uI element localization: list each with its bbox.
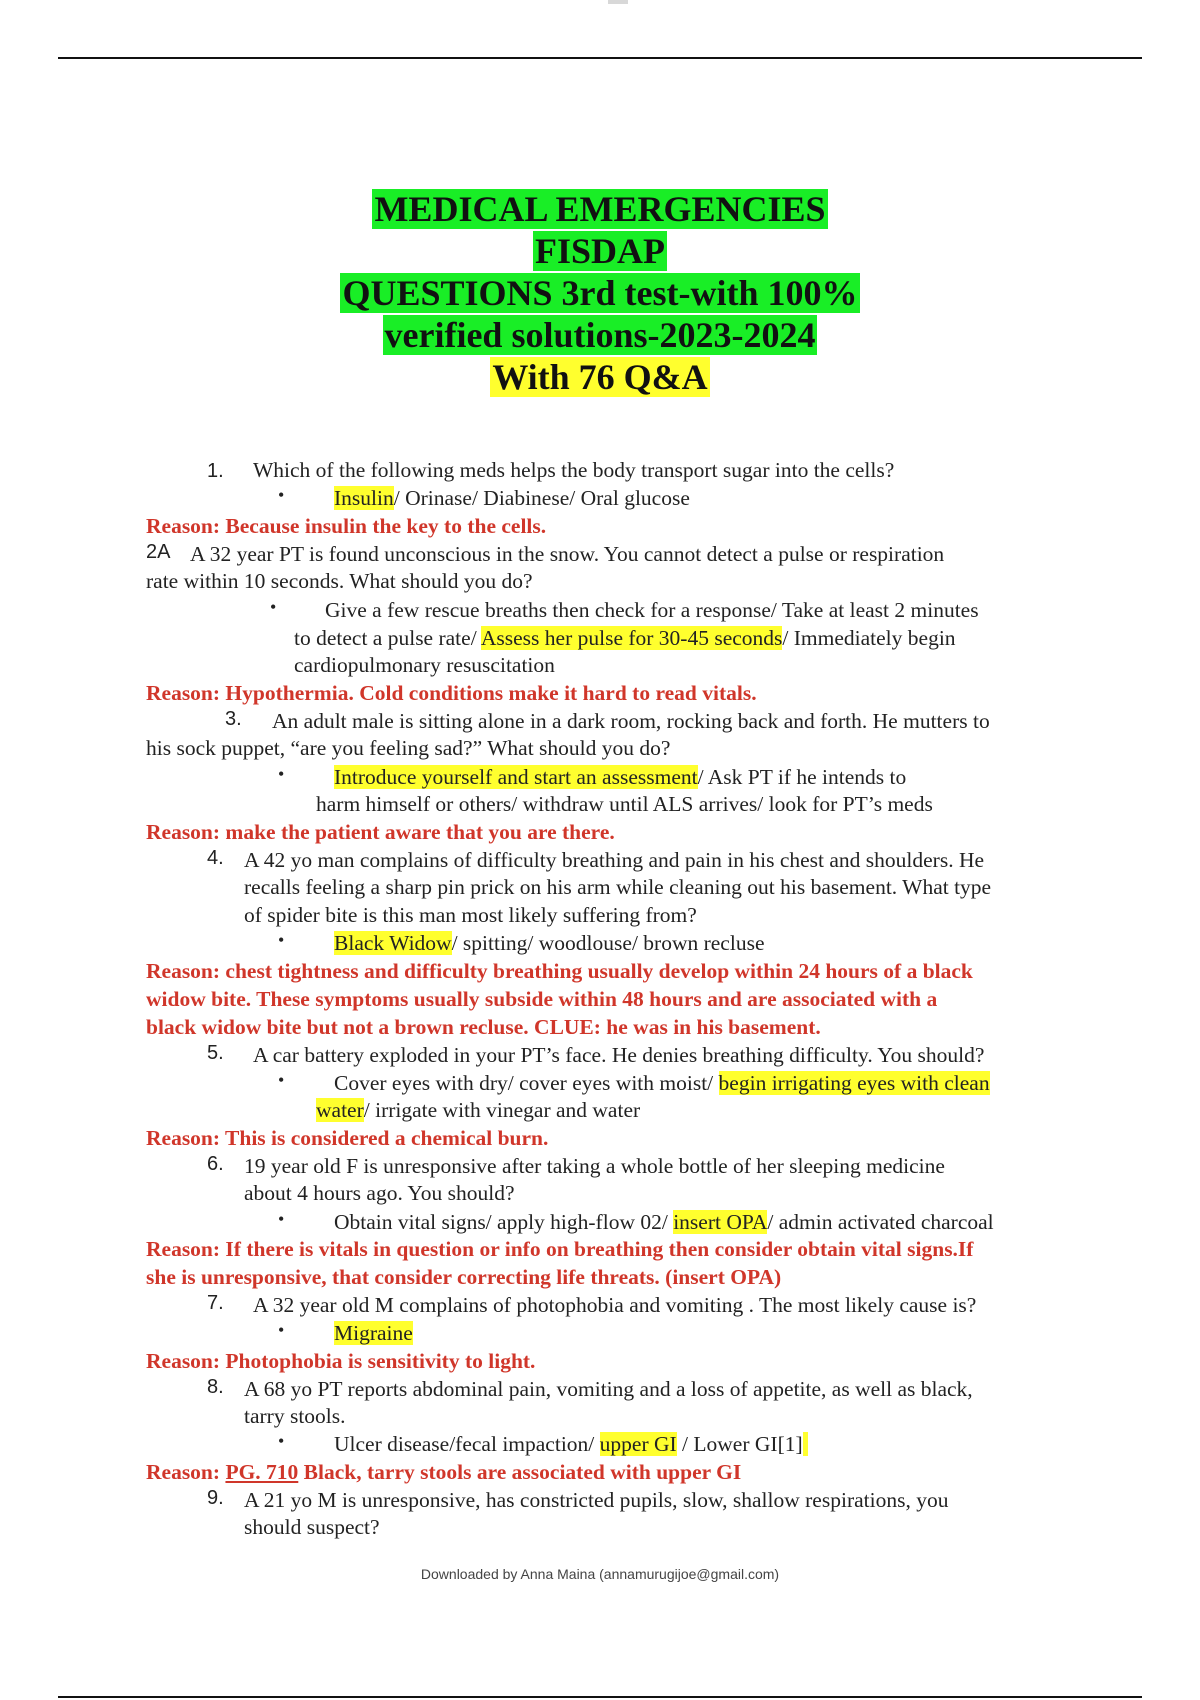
question-7-text: A 32 year old M complains of photophobia and vomiting . The most likely cause is? (253, 1293, 977, 1317)
question-2-reason: Reason: Hypothermia. Cold conditions make it hard to read vitals. (146, 681, 757, 705)
question-1-text: Which of the following meds helps the body transport sugar into the cells? (253, 458, 895, 482)
question-7-number: 7. (207, 1292, 224, 1314)
bullet-icon: • (270, 597, 277, 617)
document-title (0, 188, 1200, 398)
question-8-correct-answer: upper GI (599, 1432, 677, 1456)
title-line-4: verified solutions-2023-2024 (384, 315, 816, 355)
question-3-answers-line-1: Introduce yourself and start an assessment/ Ask PT if he intends to (334, 765, 907, 789)
bullet-icon: • (278, 485, 285, 505)
question-1-reason: Reason: Because insulin the key to the cells. (146, 514, 547, 538)
question-3-correct-answer: Introduce yourself and start an assessment (334, 765, 698, 789)
question-9-text-line-1: A 21 yo M is unresponsive, has constricted pupils, slow, shallow respirations, you (244, 1488, 949, 1512)
title-line-5: With 76 Q&A (492, 357, 708, 397)
question-6-correct-answer: insert OPA (673, 1210, 768, 1234)
question-6-number: 6. (207, 1153, 224, 1175)
question-9-number: 9. (207, 1487, 224, 1509)
title-line-1: MEDICAL EMERGENCIES (374, 189, 826, 229)
question-5-number: 5. (207, 1042, 224, 1064)
bullet-icon: • (278, 1320, 285, 1340)
question-5-answers-line-2: water/ irrigate with vinegar and water (316, 1098, 641, 1122)
question-6-text-line-2: about 4 hours ago. You should? (244, 1181, 515, 1205)
page-reference: PG. 710 (225, 1460, 299, 1484)
title-line-2: FISDAP (534, 231, 665, 271)
question-4-answers: Black Widow/ spitting/ woodlouse/ brown recluse (334, 931, 765, 955)
question-4-reason-line-1: Reason: chest tightness and difficulty breathing usually develop within 24 hours of a black (146, 959, 973, 983)
question-5-correct-answer: begin irrigating eyes with clean (718, 1071, 990, 1095)
question-6-answers: Obtain vital signs/ apply high-flow 02/ insert OPA/ admin activated charcoal (334, 1210, 994, 1234)
question-3-text-line-1: An adult male is sitting alone in a dark room, rocking back and forth. He mutters to (272, 709, 990, 733)
bullet-icon: • (278, 764, 285, 784)
question-5-reason: Reason: This is considered a chemical burn. (146, 1126, 549, 1150)
question-4-number: 4. (207, 847, 224, 869)
question-4-reason-line-3: black widow bite but not a brown recluse. CLUE: he was in his basement. (146, 1015, 821, 1039)
question-9-text-line-2: should suspect? (244, 1515, 380, 1539)
question-7-correct-answer: Migraine (334, 1321, 413, 1345)
question-2-text-line-1: A 32 year PT is found unconscious in the snow. You cannot detect a pulse or respiration (190, 542, 945, 566)
question-6-reason-line-2: she is unresponsive, that consider correcting life threats. (insert OPA) (146, 1265, 782, 1289)
bullet-icon: • (278, 1209, 285, 1229)
question-2-number: 2A (146, 541, 171, 563)
question-4-correct-answer: Black Widow (334, 931, 452, 955)
question-6-text-line-1: 19 year old F is unresponsive after taking a whole bottle of her sleeping medicine (244, 1154, 945, 1178)
bullet-icon: • (278, 1431, 285, 1451)
question-1-correct-answer: Insulin (334, 486, 394, 510)
question-8-reason: Reason: PG. 710 Black, tarry stools are associated with upper GI (146, 1460, 742, 1484)
question-1-answers: Insulin/ Orinase/ Diabinese/ Oral glucose (334, 486, 690, 510)
question-2-answers-line-2: to detect a pulse rate/ Assess her pulse for 30-45 seconds/ Immediately begin (294, 626, 956, 650)
question-2-correct-answer: Assess her pulse for 30-45 seconds (480, 626, 783, 650)
question-5-answers-line-1: Cover eyes with dry/ cover eyes with moist/ begin irrigating eyes with clean (334, 1071, 990, 1095)
question-3-reason: Reason: make the patient aware that you are there. (146, 820, 615, 844)
question-6-reason-line-1: Reason: If there is vitals in question or info on breathing then consider obtain vital signs.If (146, 1237, 974, 1261)
question-4-reason-line-2: widow bite. These symptoms usually subside within 48 hours and are associated with a (146, 987, 938, 1011)
question-5-text: A car battery exploded in your PT’s face. He denies breathing difficulty. You should? (253, 1043, 985, 1067)
question-4-text-line-1: A 42 yo man complains of difficulty breathing and pain in his chest and shoulders. He (244, 848, 985, 872)
question-3-answers-line-2: harm himself or others/ withdraw until ALS arrives/ look for PT’s meds (316, 792, 933, 816)
question-2-answers-line-1: Give a few rescue breaths then check for a response/ Take at least 2 minutes (325, 598, 979, 622)
bullet-icon: • (278, 930, 285, 950)
bullet-icon: • (278, 1070, 285, 1090)
question-8-text-line-2: tarry stools. (244, 1404, 346, 1428)
bottom-rule (58, 1696, 1142, 1698)
question-8-number: 8. (207, 1376, 224, 1398)
question-1-number: 1. (207, 460, 224, 482)
question-7-reason: Reason: Photophobia is sensitivity to light. (146, 1349, 536, 1373)
question-8-answers: Ulcer disease/fecal impaction/ upper GI / Lower GI[1] (334, 1431, 808, 1457)
question-2-answers-line-3: cardiopulmonary resuscitation (294, 653, 555, 677)
question-4-text-line-3: of spider bite is this man most likely suffering from? (244, 903, 697, 927)
question-4-text-line-2: recalls feeling a sharp pin prick on his arm while cleaning out his basement. What type (244, 875, 992, 899)
question-8-text-line-1: A 68 yo PT reports abdominal pain, vomiting and a loss of appetite, as well as black, (244, 1377, 973, 1401)
top-rule (58, 57, 1142, 59)
page-top-marker (608, 0, 628, 4)
title-line-3: QUESTIONS 3rd test-with 100% (342, 273, 858, 313)
question-2-text-line-2: rate within 10 seconds. What should you do? (146, 569, 533, 593)
download-footer: Downloaded by Anna Maina (annamurugijoe@gmail.com) (420, 1566, 780, 1582)
question-7-answers (334, 1320, 413, 1346)
question-3-text-line-2: his sock puppet, “are you feeling sad?” What should you do? (146, 736, 671, 760)
question-3-number: 3. (225, 708, 242, 730)
